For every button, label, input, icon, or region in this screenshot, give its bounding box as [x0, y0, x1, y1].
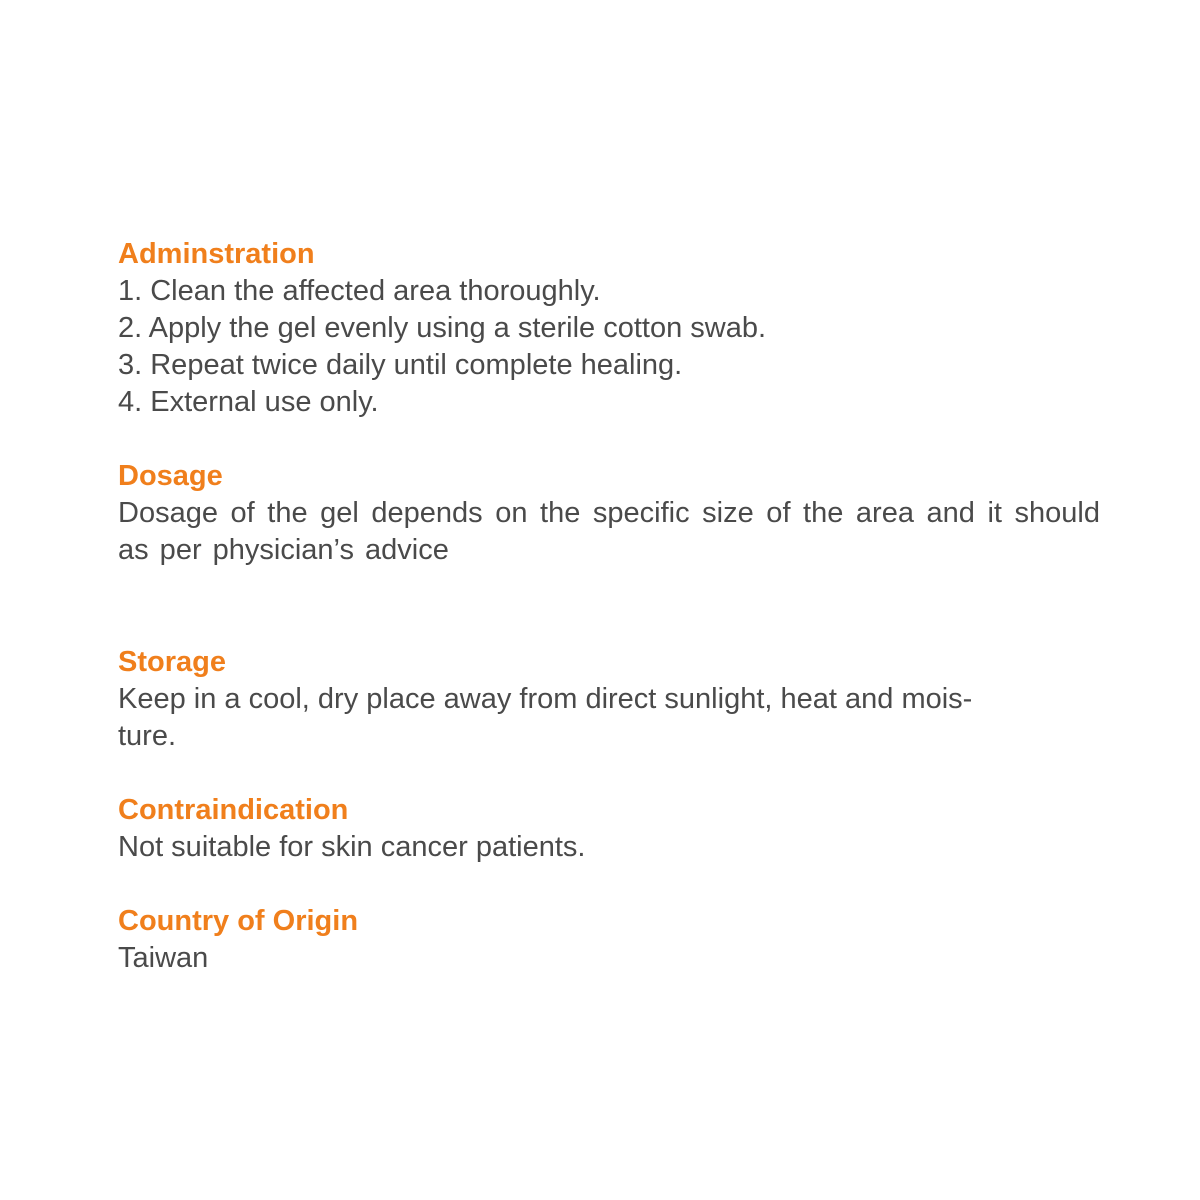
storage-section	[118, 644, 1100, 755]
contraindication-section	[118, 792, 1100, 866]
storage-heading: Storage	[118, 646, 226, 678]
country-of-origin-heading: Country of Origin	[118, 905, 359, 937]
administration-heading: Adminstration	[118, 238, 315, 270]
dosage-text: Dosage of the gel depends on the specific size of the area and it should as per physician’s advice	[118, 497, 1100, 566]
storage-text-line-1: Keep in a cool, dry place away from direct sunlight, heat and mois-	[118, 683, 973, 715]
administration-step: 2. Apply the gel evenly using a sterile cotton swab.	[118, 312, 767, 344]
product-info-panel	[118, 236, 1100, 977]
administration-section	[118, 236, 1100, 421]
administration-step: 3. Repeat twice daily until complete healing.	[118, 349, 683, 381]
country-of-origin-section	[118, 903, 1100, 977]
administration-steps-list	[118, 273, 1100, 421]
dosage-heading: Dosage	[118, 460, 223, 492]
country-of-origin-text: Taiwan	[118, 942, 209, 974]
administration-step: 1. Clean the affected area thoroughly.	[118, 275, 601, 307]
contraindication-text: Not suitable for skin cancer patients.	[118, 831, 586, 863]
storage-text-line-2: ture.	[118, 720, 177, 752]
contraindication-heading: Contraindication	[118, 794, 349, 826]
administration-step: 4. External use only.	[118, 386, 379, 418]
dosage-section	[118, 458, 1100, 569]
